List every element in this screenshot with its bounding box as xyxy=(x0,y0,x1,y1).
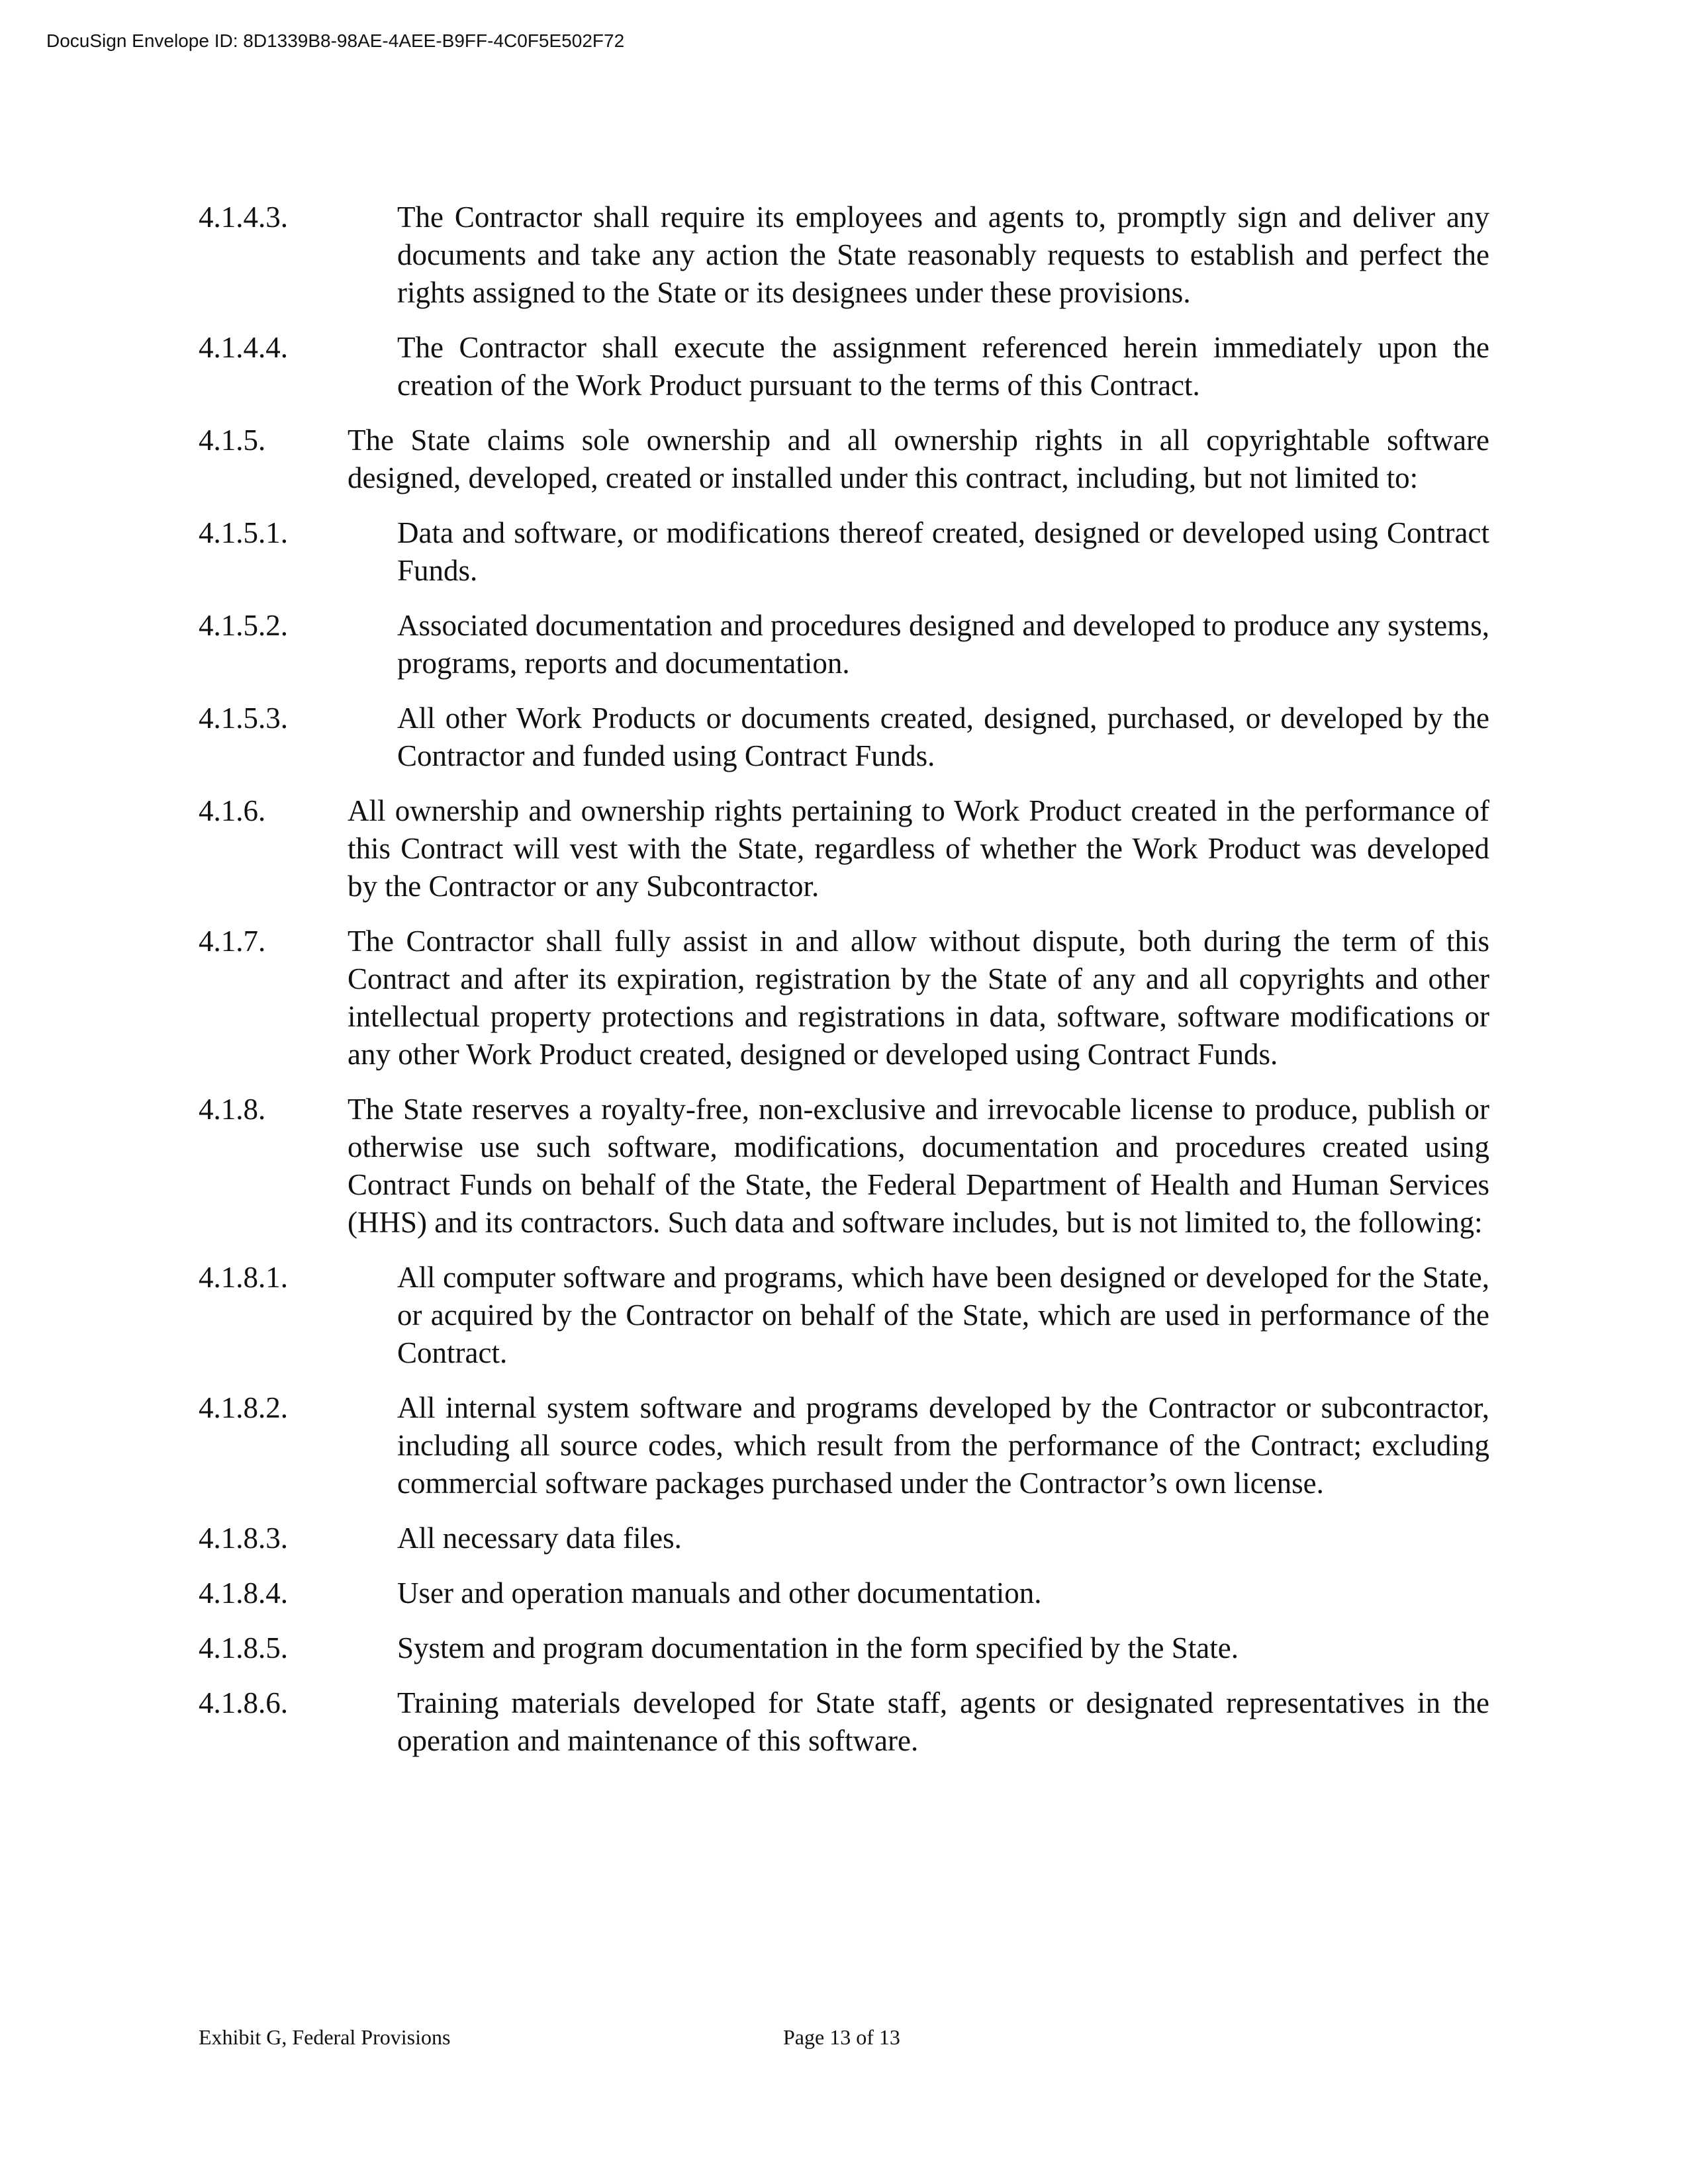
clause-text: Associated documentation and procedures designed and developed to produce any systems, programs, reports and documentation. xyxy=(397,609,1489,680)
clause-number: 4.1.8.2. xyxy=(199,1391,288,1424)
clause-number: 4.1.5.2. xyxy=(199,609,288,642)
clause-text: Training materials developed for State staff, agents or designated representatives in the operation and maintenance of this software. xyxy=(397,1686,1489,1757)
clause-number: 4.1.8.3. xyxy=(199,1522,288,1555)
document-body xyxy=(199,199,1489,1777)
clause-number: 4.1.8.1. xyxy=(199,1261,288,1294)
envelope-id-header: DocuSign Envelope ID: 8D1339B8-98AE-4AEE-B9FF-4C0F5E502F72 xyxy=(46,30,625,51)
clause-4-1-8-5 xyxy=(199,1629,1489,1667)
clause-text: The Contractor shall fully assist in and allow without dispute, both during the term of this Contract and after its expiration, registration by the State of any and all copyrights and other intellectual property protections and registrations in data, software, software modifications or any other Work Product created, designed or developed using Contract Funds. xyxy=(348,925,1489,1071)
clause-number: 4.1.7. xyxy=(199,925,266,958)
clause-text: Data and software, or modifications thereof created, designed or developed using Contract Funds. xyxy=(397,516,1489,587)
clause-number: 4.1.8.6. xyxy=(199,1686,288,1719)
clause-number: 4.1.8.5. xyxy=(199,1631,288,1664)
clause-text: All other Work Products or documents created, designed, purchased, or developed by the Contractor and funded using Contract Funds. xyxy=(397,702,1489,772)
clause-4-1-5-3 xyxy=(199,700,1489,775)
footer-page-number: Page 13 of 13 xyxy=(783,2025,900,2049)
clause-4-1-8-6 xyxy=(199,1684,1489,1760)
clause-text: All necessary data files. xyxy=(397,1522,682,1555)
clause-4-1-5 xyxy=(199,422,1489,497)
clause-4-1-8-4 xyxy=(199,1574,1489,1612)
clause-4-1-8-1 xyxy=(199,1259,1489,1372)
clause-text: System and program documentation in the form specified by the State. xyxy=(397,1631,1239,1664)
clause-number: 4.1.6. xyxy=(199,794,266,827)
clause-number: 4.1.4.3. xyxy=(199,201,288,234)
clause-number: 4.1.5. xyxy=(199,424,266,457)
clause-text: The Contractor shall execute the assignment referenced herein immediately upon the creation of the Work Product pursuant to the terms of this Contract. xyxy=(397,331,1489,402)
clause-text: The State reserves a royalty-free, non-exclusive and irrevocable license to produce, publish or otherwise use such software, modifications, documentation and procedures created using Contract Funds on behalf of the State, the Federal Department of Health and Human Services (HHS) and its contractors. Such data and software includes, but is not limited to, the following: xyxy=(348,1093,1489,1239)
clause-text: The State claims sole ownership and all ownership rights in all copyrightable software designed, developed, created or installed under this contract, including, but not limited to: xyxy=(348,424,1489,494)
clause-number: 4.1.8. xyxy=(199,1093,266,1126)
clause-4-1-8-2 xyxy=(199,1389,1489,1502)
clause-4-1-6 xyxy=(199,792,1489,905)
clause-text: The Contractor shall require its employees and agents to, promptly sign and deliver any documents and take any action the State reasonably requests to establish and perfect the rights assigned to the State or its designees under these provisions. xyxy=(397,201,1489,309)
clause-text: All ownership and ownership rights pertaining to Work Product created in the performance of this Contract will vest with the State, regardless of whether the Work Product was developed by the Contractor or any Subcontractor. xyxy=(348,794,1489,903)
clause-4-1-4-4 xyxy=(199,329,1489,404)
footer-document-title: Exhibit G, Federal Provisions xyxy=(199,2025,451,2049)
clause-text: User and operation manuals and other documentation. xyxy=(397,1576,1042,1610)
clause-4-1-5-1 xyxy=(199,514,1489,590)
clause-4-1-4-3 xyxy=(199,199,1489,312)
clause-4-1-8-3 xyxy=(199,1520,1489,1557)
clause-4-1-7 xyxy=(199,923,1489,1073)
clause-4-1-5-2 xyxy=(199,607,1489,682)
clause-4-1-8 xyxy=(199,1091,1489,1242)
clause-number: 4.1.5.1. xyxy=(199,516,288,549)
clause-number: 4.1.4.4. xyxy=(199,331,288,364)
clause-text: All internal system software and programs developed by the Contractor or subcontractor, including all source codes, which result from the performance of the Contract; excluding commercial software packages purchased under the Contractor’s own license. xyxy=(397,1391,1489,1500)
clause-number: 4.1.5.3. xyxy=(199,702,288,735)
clause-text: All computer software and programs, which have been designed or developed for the State, or acquired by the Contractor on behalf of the State, which are used in performance of the Contract. xyxy=(397,1261,1489,1369)
clause-number: 4.1.8.4. xyxy=(199,1576,288,1610)
